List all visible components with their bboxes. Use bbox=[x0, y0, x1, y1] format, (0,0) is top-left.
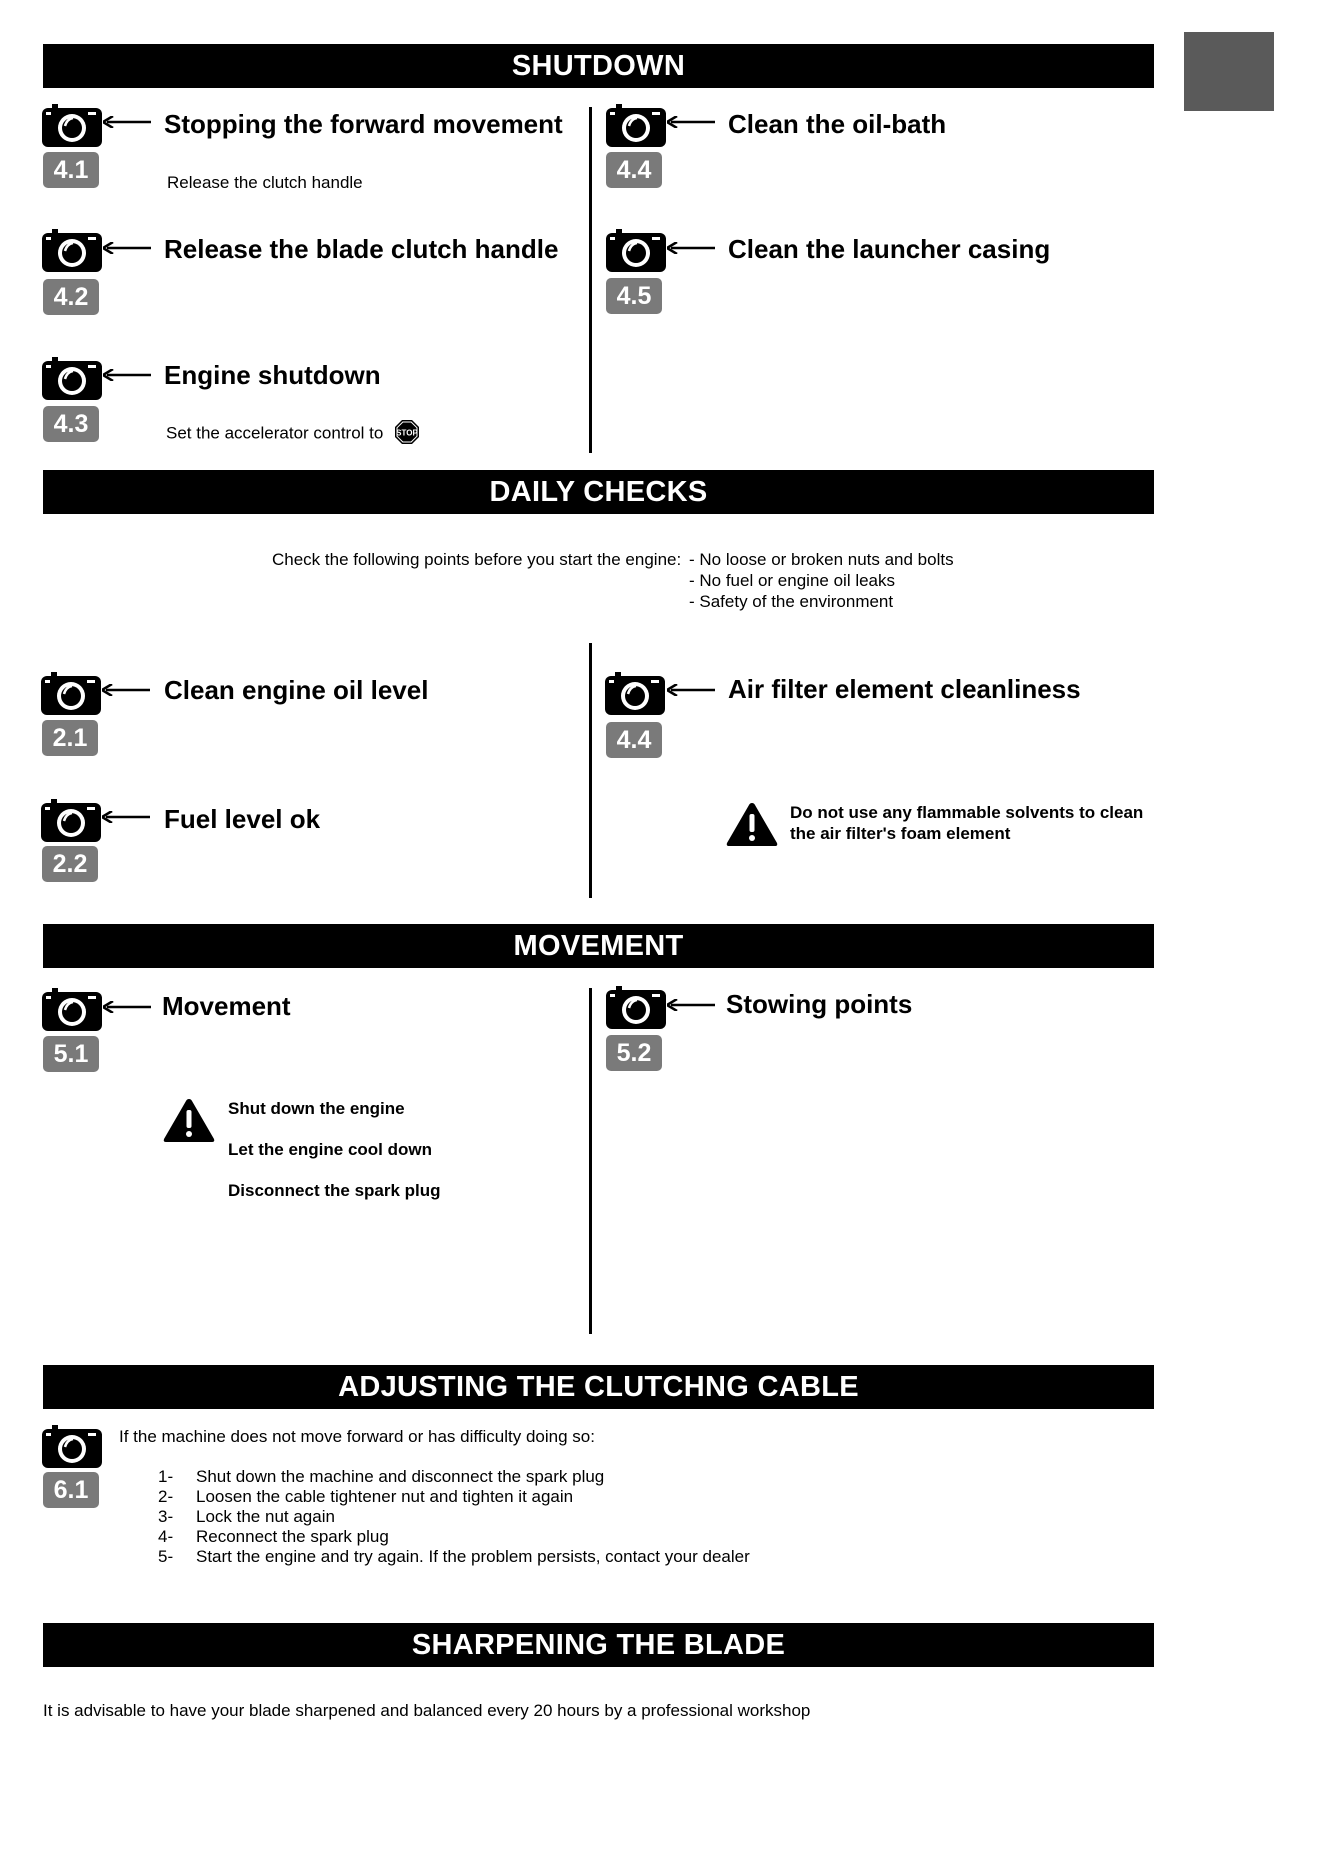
step-text: Lock the nut again bbox=[196, 1507, 335, 1526]
warning-icon bbox=[726, 801, 778, 847]
list-item bbox=[158, 1486, 573, 1507]
camera-icon bbox=[605, 672, 665, 715]
figure-badge: 4.3 bbox=[43, 406, 99, 442]
warning-text: Shut down the engine bbox=[228, 1099, 405, 1118]
list-item bbox=[158, 1546, 750, 1567]
step-text: Shut down the machine and disconnect the spark plug bbox=[196, 1467, 605, 1486]
page-tab-marker bbox=[1184, 32, 1274, 111]
camera-icon bbox=[41, 799, 101, 842]
column-divider bbox=[589, 107, 592, 453]
check-point: - No loose or broken nuts and bolts bbox=[689, 550, 954, 569]
step-title: Fuel level ok bbox=[164, 804, 321, 834]
figure-badge: 5.2 bbox=[606, 1035, 662, 1071]
arrow-left-icon bbox=[667, 242, 715, 254]
checks-intro: Check the following points before you start the engine: bbox=[272, 550, 682, 569]
section-header-sharpening: SHARPENING THE BLADE bbox=[43, 1623, 1154, 1667]
camera-icon bbox=[42, 357, 102, 400]
figure-badge: 6.1 bbox=[43, 1472, 99, 1508]
arrow-left-icon bbox=[102, 684, 150, 696]
step-number: 5- bbox=[158, 1547, 174, 1566]
camera-icon bbox=[606, 229, 666, 272]
step-title: Movement bbox=[162, 991, 291, 1021]
section-header-clutch-cable: ADJUSTING THE CLUTCHNG CABLE bbox=[43, 1365, 1154, 1409]
step-title: Engine shutdown bbox=[164, 360, 381, 390]
figure-badge: 4.5 bbox=[606, 278, 662, 314]
arrow-left-icon bbox=[102, 811, 150, 823]
column-divider bbox=[589, 988, 592, 1334]
step-title: Clean the oil-bath bbox=[728, 109, 947, 139]
figure-badge: 4.1 bbox=[43, 152, 99, 188]
camera-icon bbox=[41, 672, 101, 715]
step-title: Stowing points bbox=[726, 989, 913, 1019]
figure-badge: 4.2 bbox=[43, 279, 99, 315]
arrow-left-icon bbox=[103, 242, 151, 254]
step-text: Loosen the cable tightener nut and tighten it again bbox=[196, 1487, 574, 1506]
camera-icon bbox=[606, 104, 666, 147]
warning-text: the air filter's foam element bbox=[790, 824, 1011, 843]
step-title: Stopping the forward movement bbox=[164, 109, 563, 139]
arrow-left-icon bbox=[667, 684, 715, 696]
step-text: Set the accelerator control to bbox=[166, 423, 384, 443]
camera-icon bbox=[42, 1425, 102, 1468]
figure-badge: 4.4 bbox=[606, 152, 662, 188]
step-number: 1- bbox=[158, 1467, 174, 1486]
check-point: - Safety of the environment bbox=[689, 592, 894, 611]
step-title: Release the blade clutch handle bbox=[164, 234, 559, 264]
camera-icon bbox=[42, 229, 102, 272]
arrow-left-icon bbox=[667, 116, 715, 128]
figure-badge: 2.1 bbox=[42, 720, 98, 756]
camera-icon bbox=[606, 986, 666, 1029]
warning-icon bbox=[163, 1097, 215, 1143]
section-header-daily-checks: DAILY CHECKS bbox=[43, 470, 1154, 514]
step-title: Air filter element cleanliness bbox=[728, 674, 1081, 704]
clutch-intro: If the machine does not move forward or has difficulty doing so: bbox=[119, 1427, 595, 1446]
list-item bbox=[158, 1526, 389, 1547]
warning-text: Disconnect the spark plug bbox=[228, 1181, 441, 1200]
list-item bbox=[158, 1466, 604, 1487]
section-header-shutdown: SHUTDOWN bbox=[43, 44, 1154, 88]
step-text: Release the clutch handle bbox=[167, 173, 363, 192]
step-number: 2- bbox=[158, 1487, 174, 1506]
figure-badge: 4.4 bbox=[606, 722, 662, 758]
warning-text: Let the engine cool down bbox=[228, 1140, 432, 1159]
stop-sign-label: STOP bbox=[396, 428, 418, 438]
figure-badge: 2.2 bbox=[42, 846, 98, 882]
step-text-row bbox=[166, 421, 420, 447]
check-point: - No fuel or engine oil leaks bbox=[689, 571, 896, 590]
stop-sign-icon bbox=[394, 419, 420, 445]
arrow-left-icon bbox=[103, 116, 151, 128]
step-title: Clean engine oil level bbox=[164, 675, 429, 705]
warning-text: Do not use any flammable solvents to clean bbox=[790, 803, 1144, 822]
list-item bbox=[158, 1506, 335, 1527]
step-text: Start the engine and try again. If the problem persists, contact your dealer bbox=[196, 1547, 750, 1566]
sharpening-text: It is advisable to have your blade sharpened and balanced every 20 hours by a professional workshop bbox=[43, 1701, 811, 1720]
camera-icon bbox=[42, 104, 102, 147]
step-number: 4- bbox=[158, 1527, 174, 1546]
arrow-left-icon bbox=[667, 999, 715, 1011]
arrow-left-icon bbox=[103, 1001, 151, 1013]
camera-icon bbox=[42, 988, 102, 1031]
section-header-movement: MOVEMENT bbox=[43, 924, 1154, 968]
arrow-left-icon bbox=[103, 369, 151, 381]
step-title: Clean the launcher casing bbox=[728, 234, 1051, 264]
step-number: 3- bbox=[158, 1507, 174, 1526]
column-divider bbox=[589, 643, 592, 898]
step-text: Reconnect the spark plug bbox=[196, 1527, 389, 1546]
figure-badge: 5.1 bbox=[43, 1036, 99, 1072]
